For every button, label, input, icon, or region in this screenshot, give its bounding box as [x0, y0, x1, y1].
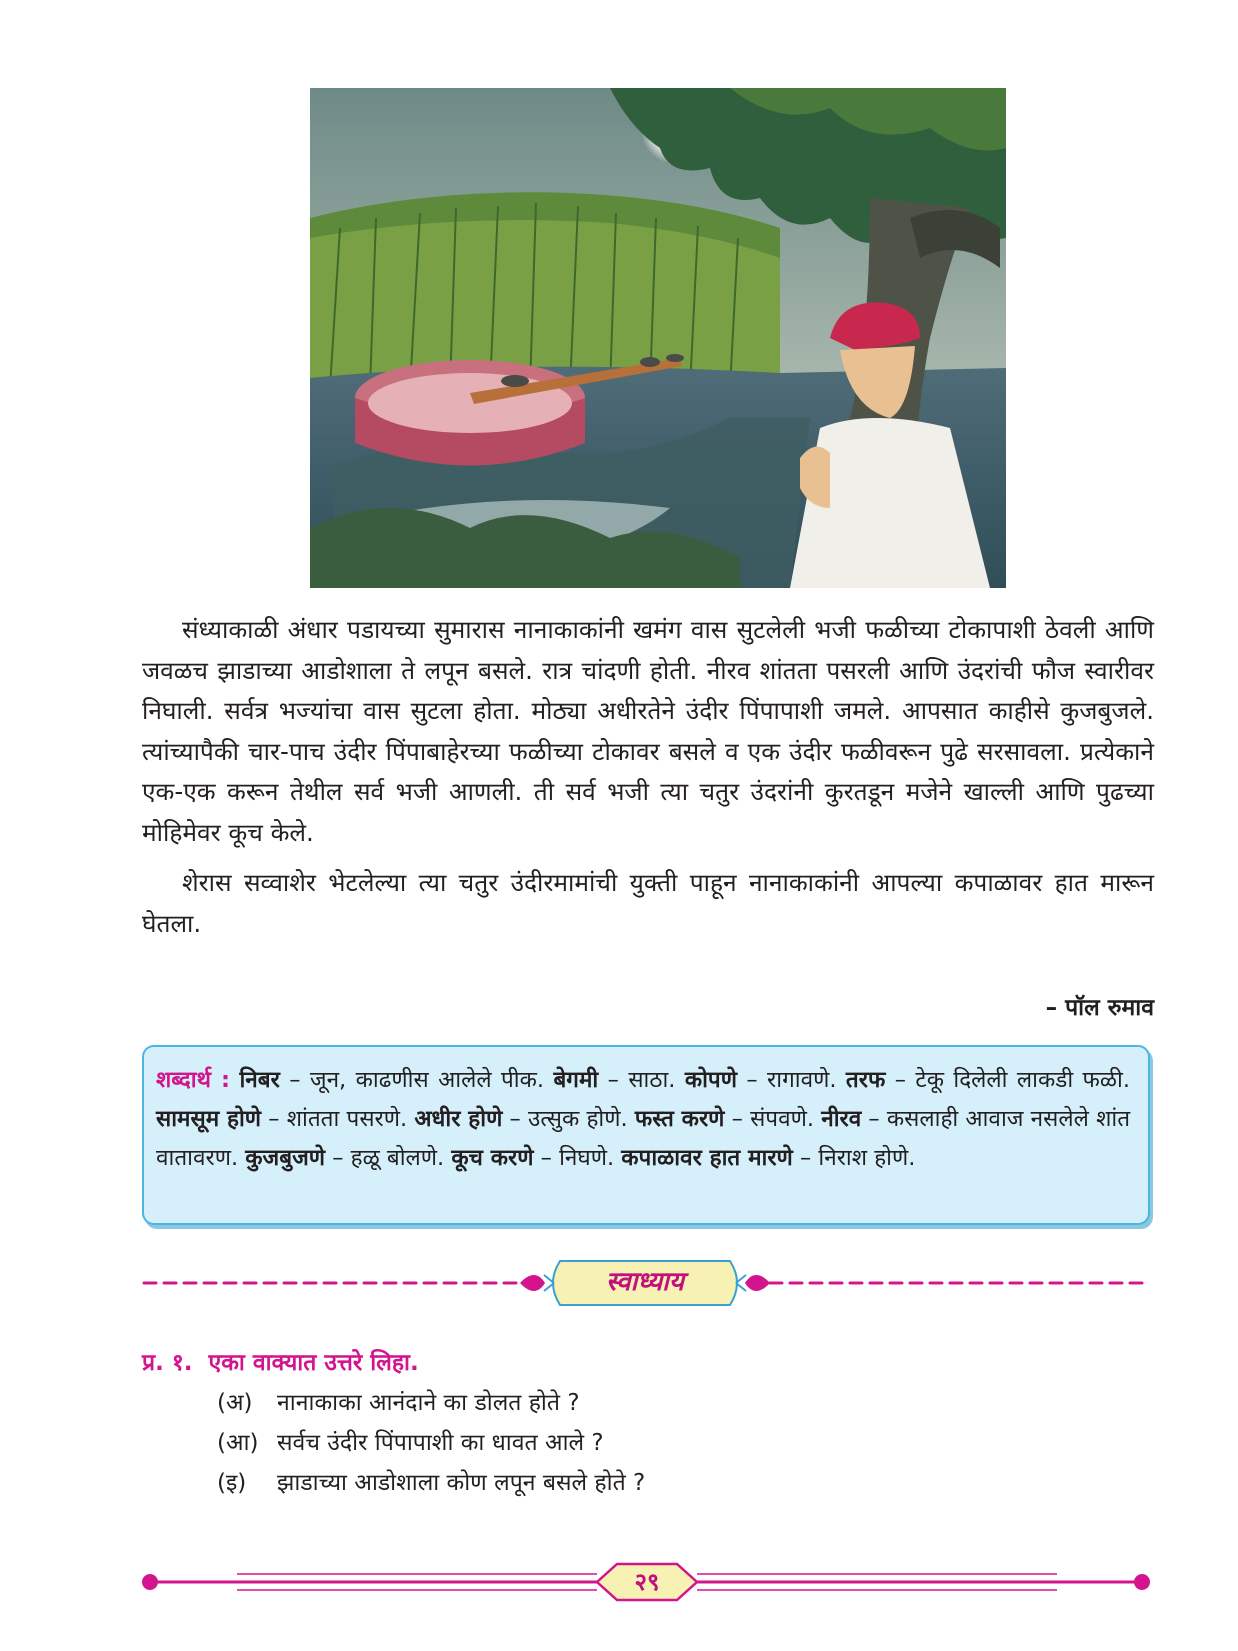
question-item: (आ) सर्वच उंदीर पिंपापाशी का धावत आले ? [217, 1430, 604, 1456]
page-number: २९ [634, 1568, 660, 1596]
glossary-entry: निबर – जून, काढणीस आलेले पीक. [239, 1067, 545, 1093]
page-footer [142, 1560, 1152, 1604]
glossary-entry: अधीर होणे – उत्सुक होणे. [414, 1106, 628, 1132]
glossary-entry: नीरव – कसलाही आवाज नसलेले शांत वातावरण. [156, 1106, 1131, 1171]
question-title: एका वाक्यात उत्तरे लिहा. [208, 1350, 419, 1376]
question-item: (अ) नानाकाका आनंदाने का डोलत होते ? [217, 1390, 580, 1416]
glossary-entry: तरफ – टेकू दिलेली लाकडी फळी. [845, 1067, 1130, 1093]
glossary-box [142, 1045, 1150, 1225]
author-credit: – पॉल रुमाव [1045, 995, 1154, 1021]
section-title: स्वाध्याय [606, 1267, 684, 1297]
glossary-heading: शब्दार्थ : [156, 1067, 231, 1093]
story-paragraph: शेरास सव्वाशेर भेटलेल्या त्या चतुर उंदीरमामांची युक्ती पाहून नानाकाकांनी आपल्या कपाळावर हात मारून घेतला. [142, 868, 1154, 938]
story-text [142, 610, 1154, 954]
question-heading [142, 1343, 1042, 1383]
glossary-entry: फस्त करणे – संपवणे. [634, 1106, 814, 1132]
glossary-entry: बेगमी – साठा. [553, 1067, 676, 1093]
glossary-entry: कोपणे – रागावणे. [684, 1067, 837, 1093]
story-paragraph: संध्याकाळी अंधार पडायच्या सुमारास नानाकाकांनी खमंग वास सुटलेली भजी फळीच्या टोकापाशी ठेवली आणि जवळच झाडाच्या आडोशाला ते लपून बसले. रात्र चांदणी होती. नीरव शांतता पसरली आणि उंदरांची फौज स्वारीवर निघाली. सर्वत्र भज्यांचा वास सुटला होता. मोठ्या अधीरतेने उंदीर पिंपापाशी जमले. आपसात काहीसे कुजबुजले. त्यांच्यापैकी चार-पाच उंदीर पिंपाबाहेरच्या फळीच्या टोकावर बसले व एक उंदीर फळीवरून पुढे सरसावला. प्रत्येकाने एक-एक करून तेथील सर्व भजी आणली. ती सर्व भजी त्या चतुर उंदरांनी कुरतडून मजेने खाल्ली आणि पुढच्या मोहिमेवर कूच केले. [142, 615, 1154, 847]
glossary-entry: कूच करणे – निघणे. [451, 1145, 615, 1171]
question-number: प्र. १. [142, 1350, 193, 1376]
glossary-entry: सामसूम होणे – शांतता पसरणे. [156, 1106, 408, 1132]
story-illustration [310, 88, 1006, 588]
section-divider [140, 1255, 1150, 1311]
glossary-entry: कपाळावर हात मारणे – निराश होणे. [621, 1145, 916, 1171]
glossary-entry: कुजबुजणे – हळू बोलणे. [245, 1145, 445, 1171]
question-item: (इ) झाडाच्या आडोशाला कोण लपून बसले होते ? [217, 1470, 646, 1496]
question-block [142, 1343, 1042, 1503]
